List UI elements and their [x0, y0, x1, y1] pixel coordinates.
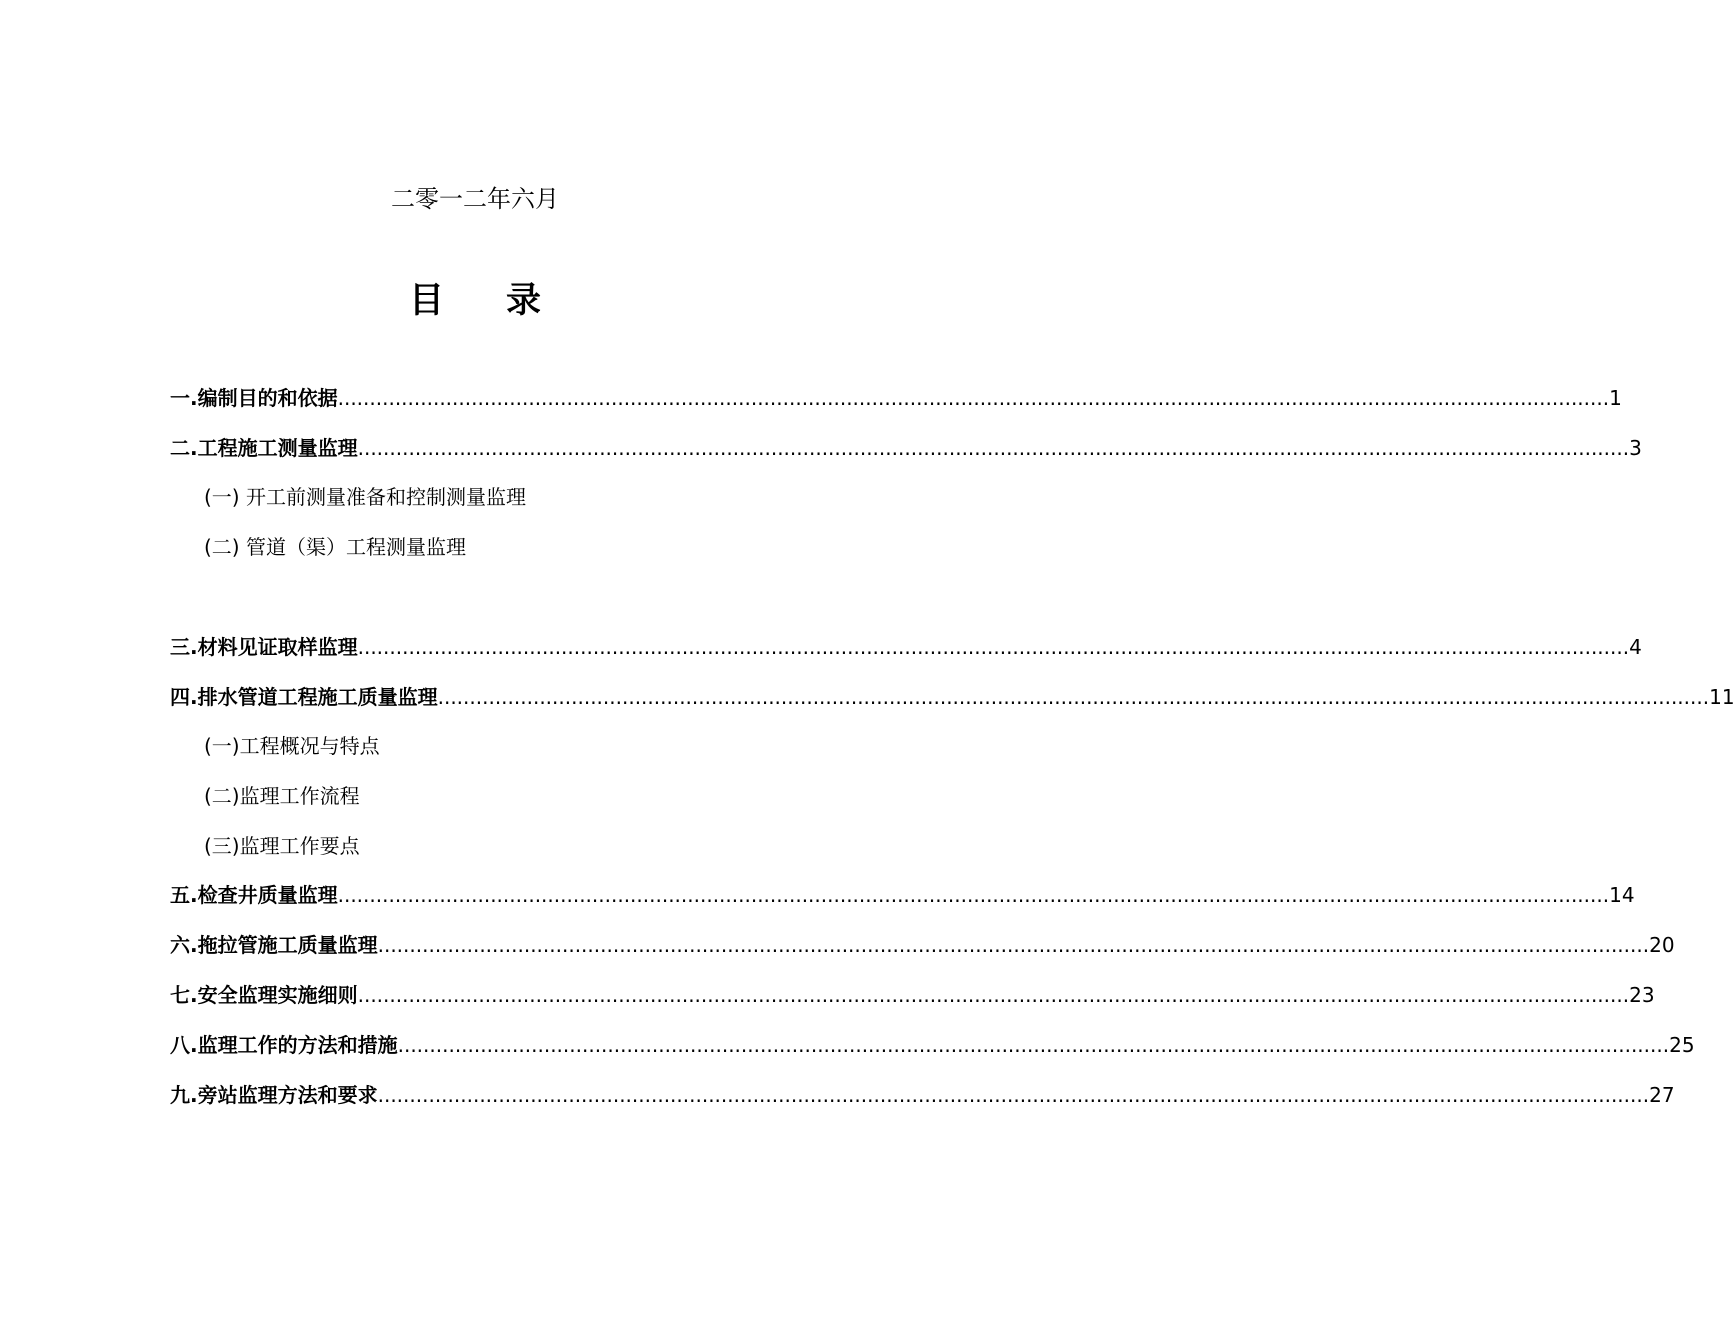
toc-heading-char-2: 录 — [506, 281, 542, 321]
toc-entry-7[interactable] — [170, 980, 1655, 1010]
toc-entry-5[interactable] — [170, 880, 1635, 910]
toc-entry-page: 11 — [1709, 685, 1735, 709]
toc-leader-dots: ........................................................................................................................................................................................................ — [397, 1033, 1670, 1057]
toc-leader-dots: ........................................................................................................................................................................................................ — [377, 1083, 1650, 1107]
toc-entry-page: 20 — [1649, 933, 1675, 957]
toc-entry-label: 三.材料见证取样监理 — [170, 635, 358, 659]
toc-entry-4[interactable] — [170, 682, 1735, 712]
toc-subentry-4[interactable]: (二)监理工作流程 — [204, 784, 360, 808]
toc-entry-9[interactable] — [170, 1080, 1675, 1110]
toc-entry-label: 二.工程施工测量监理 — [170, 436, 358, 460]
toc-entry-label: 八.监理工作的方法和措施 — [170, 1033, 398, 1057]
toc-heading-char-1: 目 — [408, 281, 444, 321]
toc-subentry-5[interactable]: (三)监理工作要点 — [204, 834, 360, 858]
toc-subentry-2[interactable]: (二) 管道（渠）工程测量监理 — [204, 535, 466, 559]
toc-subentry-1[interactable]: (一) 开工前测量准备和控制测量监理 — [204, 485, 526, 509]
toc-entry-6[interactable] — [170, 930, 1675, 960]
toc-leader-dots: ........................................................................................................................................................................................................ — [377, 933, 1650, 957]
toc-entry-2[interactable] — [170, 433, 1642, 463]
toc-entry-label: 四.排水管道工程施工质量监理 — [170, 685, 438, 709]
toc-heading — [0, 278, 950, 324]
toc-leader-dots: ........................................................................................................................................................................................................ — [357, 983, 1630, 1007]
toc-entry-page: 14 — [1609, 883, 1635, 907]
toc-entry-page: 4 — [1629, 635, 1642, 659]
toc-leader-dots: ........................................................................................................................................................................................................ — [357, 635, 1630, 659]
toc-leader-dots: ........................................................................................................................................................................................................ — [337, 386, 1610, 410]
toc-entry-page: 25 — [1669, 1033, 1695, 1057]
toc-entry-3[interactable] — [170, 632, 1642, 662]
toc-entry-8[interactable] — [170, 1030, 1695, 1060]
toc-leader-dots: ........................................................................................................................................................................................................ — [357, 436, 1630, 460]
toc-entry-page: 23 — [1629, 983, 1655, 1007]
toc-entry-label: 九.旁站监理方法和要求 — [170, 1083, 378, 1107]
toc-leader-dots: ........................................................................................................................................................................................................ — [337, 883, 1610, 907]
document-date: 二零一二年六月 — [391, 185, 559, 213]
toc-entry-page: 27 — [1649, 1083, 1675, 1107]
toc-subentry-3[interactable]: (一)工程概况与特点 — [204, 734, 380, 758]
toc-entry-page: 3 — [1629, 436, 1642, 460]
toc-entry-page: 1 — [1609, 386, 1622, 410]
toc-entry-label: 五.检查井质量监理 — [170, 883, 338, 907]
toc-leader-dots: ........................................................................................................................................................................................................ — [437, 685, 1710, 709]
toc-entry-label: 七.安全监理实施细则 — [170, 983, 358, 1007]
toc-entry-label: 六.拖拉管施工质量监理 — [170, 933, 378, 957]
toc-entry-label: 一.编制目的和依据 — [170, 386, 338, 410]
toc-entry-1[interactable] — [170, 383, 1622, 413]
